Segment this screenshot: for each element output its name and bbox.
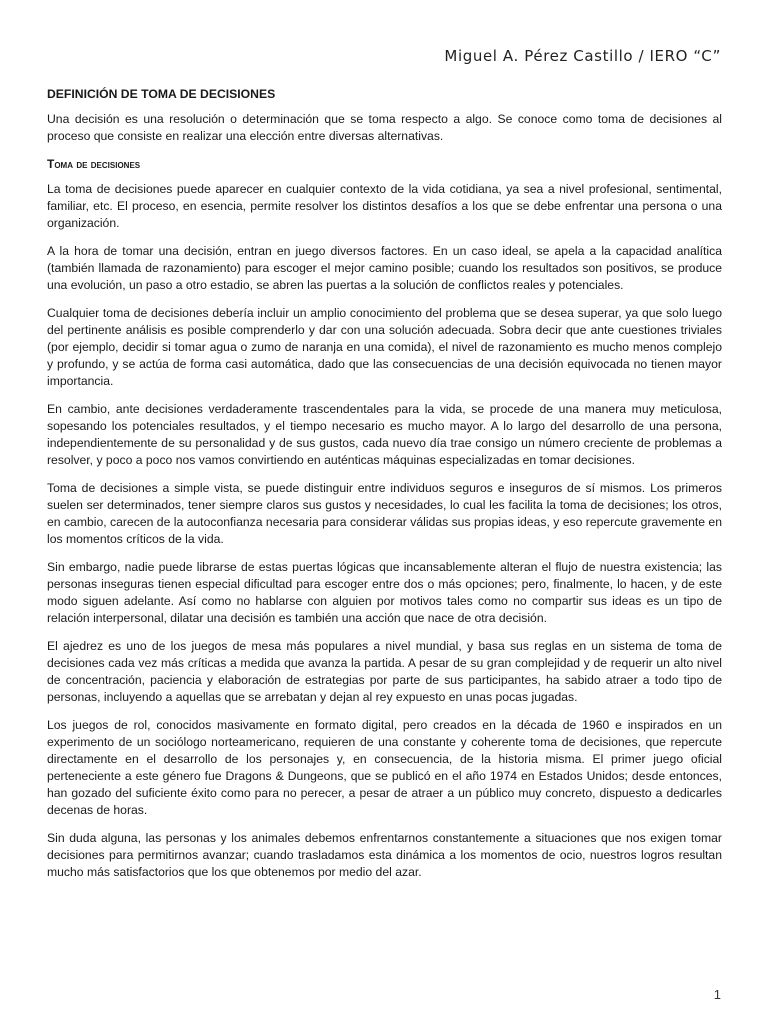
- paragraph: En cambio, ante decisiones verdaderamente trascendentales para la vida, se procede de una manera muy meticulosa, sopesando los potenciales resultados, y el tiempo necesario es mucho mayor. A lo largo del desarrollo de una persona, independientemente de su personalidad y de sus gustos, cada nuevo día trae consigo un número creciente de problemas a resolver, y poco a poco nos vamos convirtiendo en auténticas máquinas especializadas en tomar decisiones.: [47, 402, 722, 467]
- paragraph: Sin embargo, nadie puede librarse de estas puertas lógicas que incansablemente alteran el flujo de nuestra existencia; las personas inseguras tienen especial dificultad para escoger entre dos o más opciones; pero, finalmente, lo hacen, y de este modo siguen adelante. Así como no hablarse con alguien por motivos tales como no compartir sus ideas es un tipo de relación interpersonal, dilatar una decisión es también una acción que nace de otra decisión.: [47, 560, 722, 625]
- section-title: Toma de decisiones: [47, 157, 141, 171]
- header-author: Miguel A. Pérez Castillo / IERO “C”: [444, 47, 721, 65]
- paragraph: Cualquier toma de decisiones debería incluir un amplio conocimiento del problema que se desea superar, ya que solo luego del pertinente análisis es posible comprenderlo y dar con una solución adecuada. Sobra decir que ante cuestiones triviales (por ejemplo, decidir si tomar agua o zumo de naranja en una comida), el nivel de razonamiento es mucho menos complejo y profundo, y se actúa de forma casi automática, dado que las consecuencias de una decisión equivocada no tienen mayor importancia.: [47, 306, 722, 388]
- document-title: DEFINICIÓN DE TOMA DE DECISIONES: [47, 87, 276, 101]
- intro-paragraph: Una decisión es una resolución o determinación que se toma respecto a algo. Se conoce como toma de decisiones al proceso que consiste en realizar una elección entre diversas alternativas.: [47, 112, 722, 143]
- paragraph: El ajedrez es uno de los juegos de mesa más populares a nivel mundial, y basa sus reglas en un sistema de toma de decisiones cada vez más críticas a medida que avanza la partida. A pesar de su gran complejidad y de requerir un alto nivel de concentración, paciencia y elaboración de estrategias por parte de sus participantes, ha sabido atraer a todo tipo de personas, incluyendo a aquellas que se arrebatan y dejan al rey expuesto en unas pocas jugadas.: [47, 639, 722, 704]
- paragraph: Toma de decisiones a simple vista, se puede distinguir entre individuos seguros e inseguros de sí mismos. Los primeros suelen ser determinados, tener siempre claros sus gustos y necesidades, lo cual les facilita la toma de decisiones; los otros, en cambio, carecen de la autoconfianza necesaria para considerar válidas sus propias ideas, y eso repercute gravemente en los momentos críticos de la vida.: [47, 481, 722, 546]
- paragraph: Los juegos de rol, conocidos masivamente en formato digital, pero creados en la década de 1960 e inspirados en un experimento de un sociólogo norteamericano, requieren de una constante y coherente toma de decisiones, que repercute directamente en el desarrollo de los personajes y, en consecuencia, de la historia misma. El primer juego oficial perteneciente a este género fue Dragons & Dungeons, que se publicó en el año 1974 en Estados Unidos; desde entonces, han gozado del suficiente éxito como para no perecer, a pesar de atraer a un público muy concreto, dispuesto a dedicarles decenas de horas.: [47, 718, 722, 817]
- paragraph: La toma de decisiones puede aparecer en cualquier contexto de la vida cotidiana, ya sea a nivel profesional, sentimental, familiar, etc. El proceso, en esencia, permite resolver los distintos desafíos a los que se debe enfrentar una persona o una organización.: [47, 182, 722, 230]
- page-number: 1: [713, 987, 721, 1002]
- paragraph: A la hora de tomar una decisión, entran en juego diversos factores. En un caso ideal, se apela a la capacidad analítica (también llamada de razonamiento) para escoger el mejor camino posible; cuando los resultados son positivos, se produce una evolución, un paso a otro estadio, se abren las puertas a la solución de conflictos reales y potenciales.: [47, 244, 722, 292]
- document-body: [47, 86, 722, 892]
- paragraph: Sin duda alguna, las personas y los animales debemos enfrentarnos constantemente a situaciones que nos exigen tomar decisiones para permitirnos avanzar; cuando trasladamos esta dinámica a los momentos de ocio, nuestros logros resultan mucho más satisfactorios que los que obtenemos por medio del azar.: [47, 831, 722, 879]
